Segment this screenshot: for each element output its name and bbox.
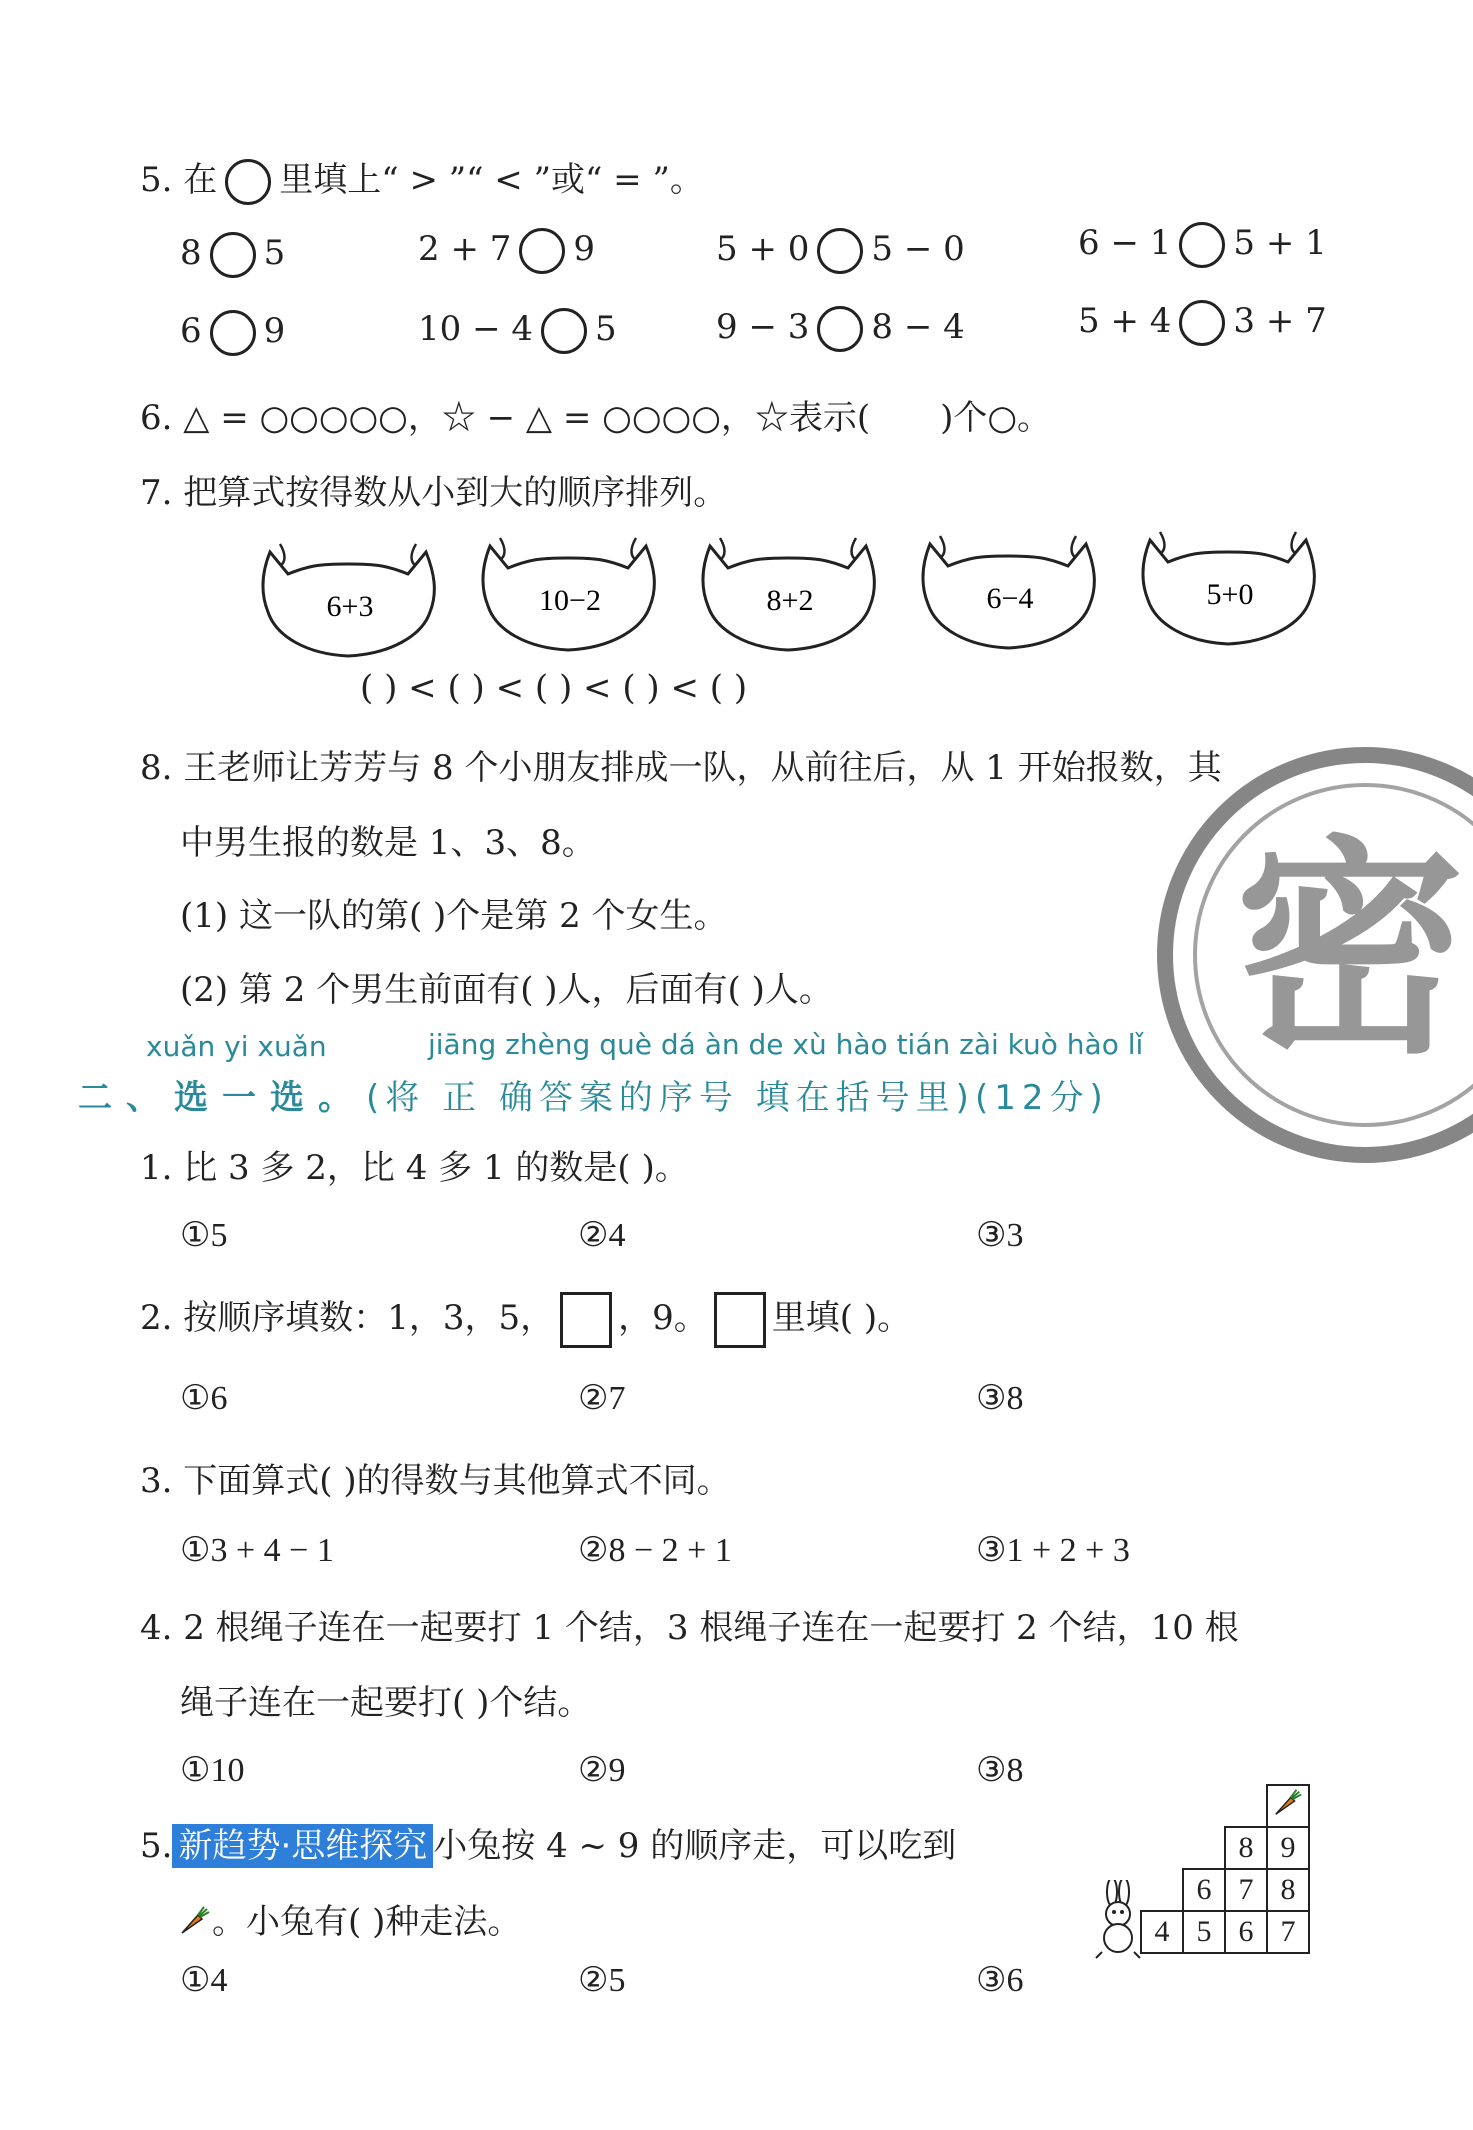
grid-cell: 9 [1267,1827,1309,1869]
option-1[interactable]: ①10 [180,1752,245,1789]
q5-item-left: 6 [180,311,202,351]
p2-q4-line1: 4. 2 根绳子连在一起要打 1 个结，3 根绳子连在一起要打 2 个结，10 根 [140,1608,1239,1648]
q7-prompt: 7. 把算式按得数从小到大的顺序排列。 [140,473,728,513]
p2-q5-line2 [178,1894,521,1943]
q5-item-left: 5 + 0 [716,229,810,269]
option-1[interactable]: ①5 [180,1217,228,1254]
q5-item-left: 6 − 1 [1078,223,1172,263]
q5-prompt-post: 里填上“ > ”“ < ”或“ = ”。 [279,160,704,200]
q5-item [1078,222,1327,268]
q5-item [1078,300,1327,346]
p2-q3-text[interactable]: 3. 下面算式( )的得数与其他算式不同。 [140,1461,731,1501]
cat-expression: 5+0 [1206,578,1254,611]
compare-circle[interactable] [541,308,587,354]
q5-item-right: 5 [595,309,617,349]
q8-line1: 8. 王老师让芳芳与 8 个小朋友排成一队，从前往后，从 1 开始报数，其 [140,748,1222,788]
stamp-character: 密 [1234,818,1466,1085]
cat-expression: 6+3 [326,590,374,623]
q7-cat-row [0,520,1400,670]
q8-sub2[interactable]: (2) 第 2 个男生前面有( )人，后面有( )人。 [180,970,833,1010]
grid-cell [1141,1785,1183,1827]
grid-cell-carrot [1267,1785,1309,1827]
option-3[interactable]: ③6 [976,1962,1024,1999]
q5-prompt [140,152,704,205]
option-1[interactable]: ①3 + 4 − 1 [180,1532,334,1569]
grid-cell: 8 [1225,1827,1267,1869]
cat-card [703,538,874,650]
pinyin-right: jiāng zhèng què dá àn de xù hào tián zài kuò hào lǐ [428,1028,1144,1061]
option-2[interactable]: ②9 [578,1752,626,1789]
q5-item [180,232,285,278]
p2-q5-line1-text: 小兔按 4 ~ 9 的顺序走，可以吃到 [433,1826,957,1866]
option-2[interactable]: ②8 − 2 + 1 [578,1532,732,1569]
p2-q2-text-c[interactable]: 里填( )。 [771,1298,912,1338]
cat-card [483,538,654,650]
option-2[interactable]: ②5 [578,1962,626,1999]
option-3[interactable]: ③3 [976,1217,1024,1254]
cat-card [923,536,1094,648]
cat-card [263,544,434,656]
grid-cell: 4 [1141,1911,1183,1953]
q6-text [140,390,1051,439]
grid-cell: 7 [1267,1911,1309,1953]
grid-cell: 8 [1267,1869,1309,1911]
option-2[interactable]: ②4 [578,1217,626,1254]
q5-item-left: 9 − 3 [716,307,810,347]
pinyin-left: xuǎn yi xuǎn [146,1030,327,1063]
option-3[interactable]: ③8 [976,1752,1024,1789]
grid-cell [1141,1869,1183,1911]
option-1[interactable]: ①6 [180,1380,228,1417]
grid-cell [1225,1785,1267,1827]
option-3[interactable]: ③1 + 2 + 3 [976,1532,1130,1569]
p2-q5-line2-text[interactable]: 。小兔有( )种走法。 [212,1902,522,1942]
q5-item [418,308,617,354]
p2-q5-line1 [140,1818,956,1867]
q5-item-left: 2 + 7 [418,229,512,269]
compare-circle[interactable] [817,306,863,352]
blank-box[interactable] [560,1292,612,1348]
q5-item-left: 5 + 4 [1078,301,1172,341]
p2-q5-number: 5. [140,1826,173,1866]
grid-row [1141,1827,1309,1869]
grid-row [1141,1911,1309,1953]
q5-prompt-pre: 5. 在 [140,160,218,200]
q5-item-right: 5 [263,233,286,273]
q5-item [716,306,965,352]
q5-item-right: 5 + 1 [1233,223,1327,263]
p2-q4-line2[interactable]: 绳子连在一起要打( )个结。 [180,1683,592,1723]
confidential-stamp [1150,740,1473,1170]
new-trend-tag: 新趋势·思维探究 [172,1824,433,1868]
p2-q2-text-a: 2. 按顺序填数：1，3，5， [140,1298,555,1338]
compare-circle[interactable] [1179,300,1225,346]
q7-order-line[interactable]: ( ) < ( ) < ( ) < ( ) < ( ) [360,668,748,708]
option-1[interactable]: ①4 [180,1962,228,1999]
cat-expression: 10−2 [539,584,601,617]
p2-q1-text[interactable]: 1. 比 3 多 2，比 4 多 1 的数是( )。 [140,1148,689,1188]
grid-row [1141,1785,1309,1827]
circle-blank-icon [225,159,271,205]
option-3[interactable]: ③8 [976,1380,1024,1417]
q5-item [716,228,965,274]
q5-item-right: 8 − 4 [871,307,965,347]
q8-sub1[interactable]: (1) 这一队的第( )个是第 2 个女生。 [180,896,728,936]
q8-line2: 中男生报的数是 1、3、8。 [180,823,596,863]
option-2[interactable]: ②7 [578,1380,626,1417]
grid-cell [1141,1827,1183,1869]
compare-circle[interactable] [519,228,565,274]
q6-text-b: )个○。 [940,398,1052,438]
q5-item-right: 5 − 0 [871,229,965,269]
q5-item-left: 8 [180,233,202,273]
grid-cell [1183,1785,1225,1827]
compare-circle[interactable] [1179,222,1225,268]
p2-q2-text [140,1290,911,1348]
q5-item-right: 9 [263,311,286,351]
blank-box[interactable] [714,1292,766,1348]
compare-circle[interactable] [817,228,863,274]
grid-row [1141,1869,1309,1911]
carrot-icon [178,1903,212,1937]
q5-item [180,310,285,356]
q5-item-left: 10 − 4 [418,309,533,349]
cat-expression: 8+2 [766,584,814,617]
staircase-grid [1140,1784,1310,1954]
carrot-icon [1272,1786,1304,1818]
q6-text-a: 6. △ = ○○○○○，☆ − △ = ○○○○，☆表示( [140,398,871,438]
p2-q2-text-b: ，9。 [618,1298,708,1338]
cat-card [1143,532,1314,644]
cat-expression: 6−4 [986,582,1034,615]
section-title [78,1070,1109,1119]
grid-cell: 7 [1225,1869,1267,1911]
compare-circle[interactable] [210,310,256,356]
compare-circle[interactable] [210,232,256,278]
q5-item-right: 9 [573,229,596,269]
grid-cell: 6 [1183,1869,1225,1911]
q5-item [418,228,595,274]
q5-item-right: 3 + 7 [1233,301,1327,341]
grid-cell: 6 [1225,1911,1267,1953]
grid-cell [1183,1827,1225,1869]
rabbit-icon [1088,1880,1148,1960]
section-title-main: 二、选一选。 [78,1078,366,1118]
section-title-note: (将 正 确答案的序号 填在括号里)(12分) [366,1078,1109,1118]
grid-cell: 5 [1183,1911,1225,1953]
